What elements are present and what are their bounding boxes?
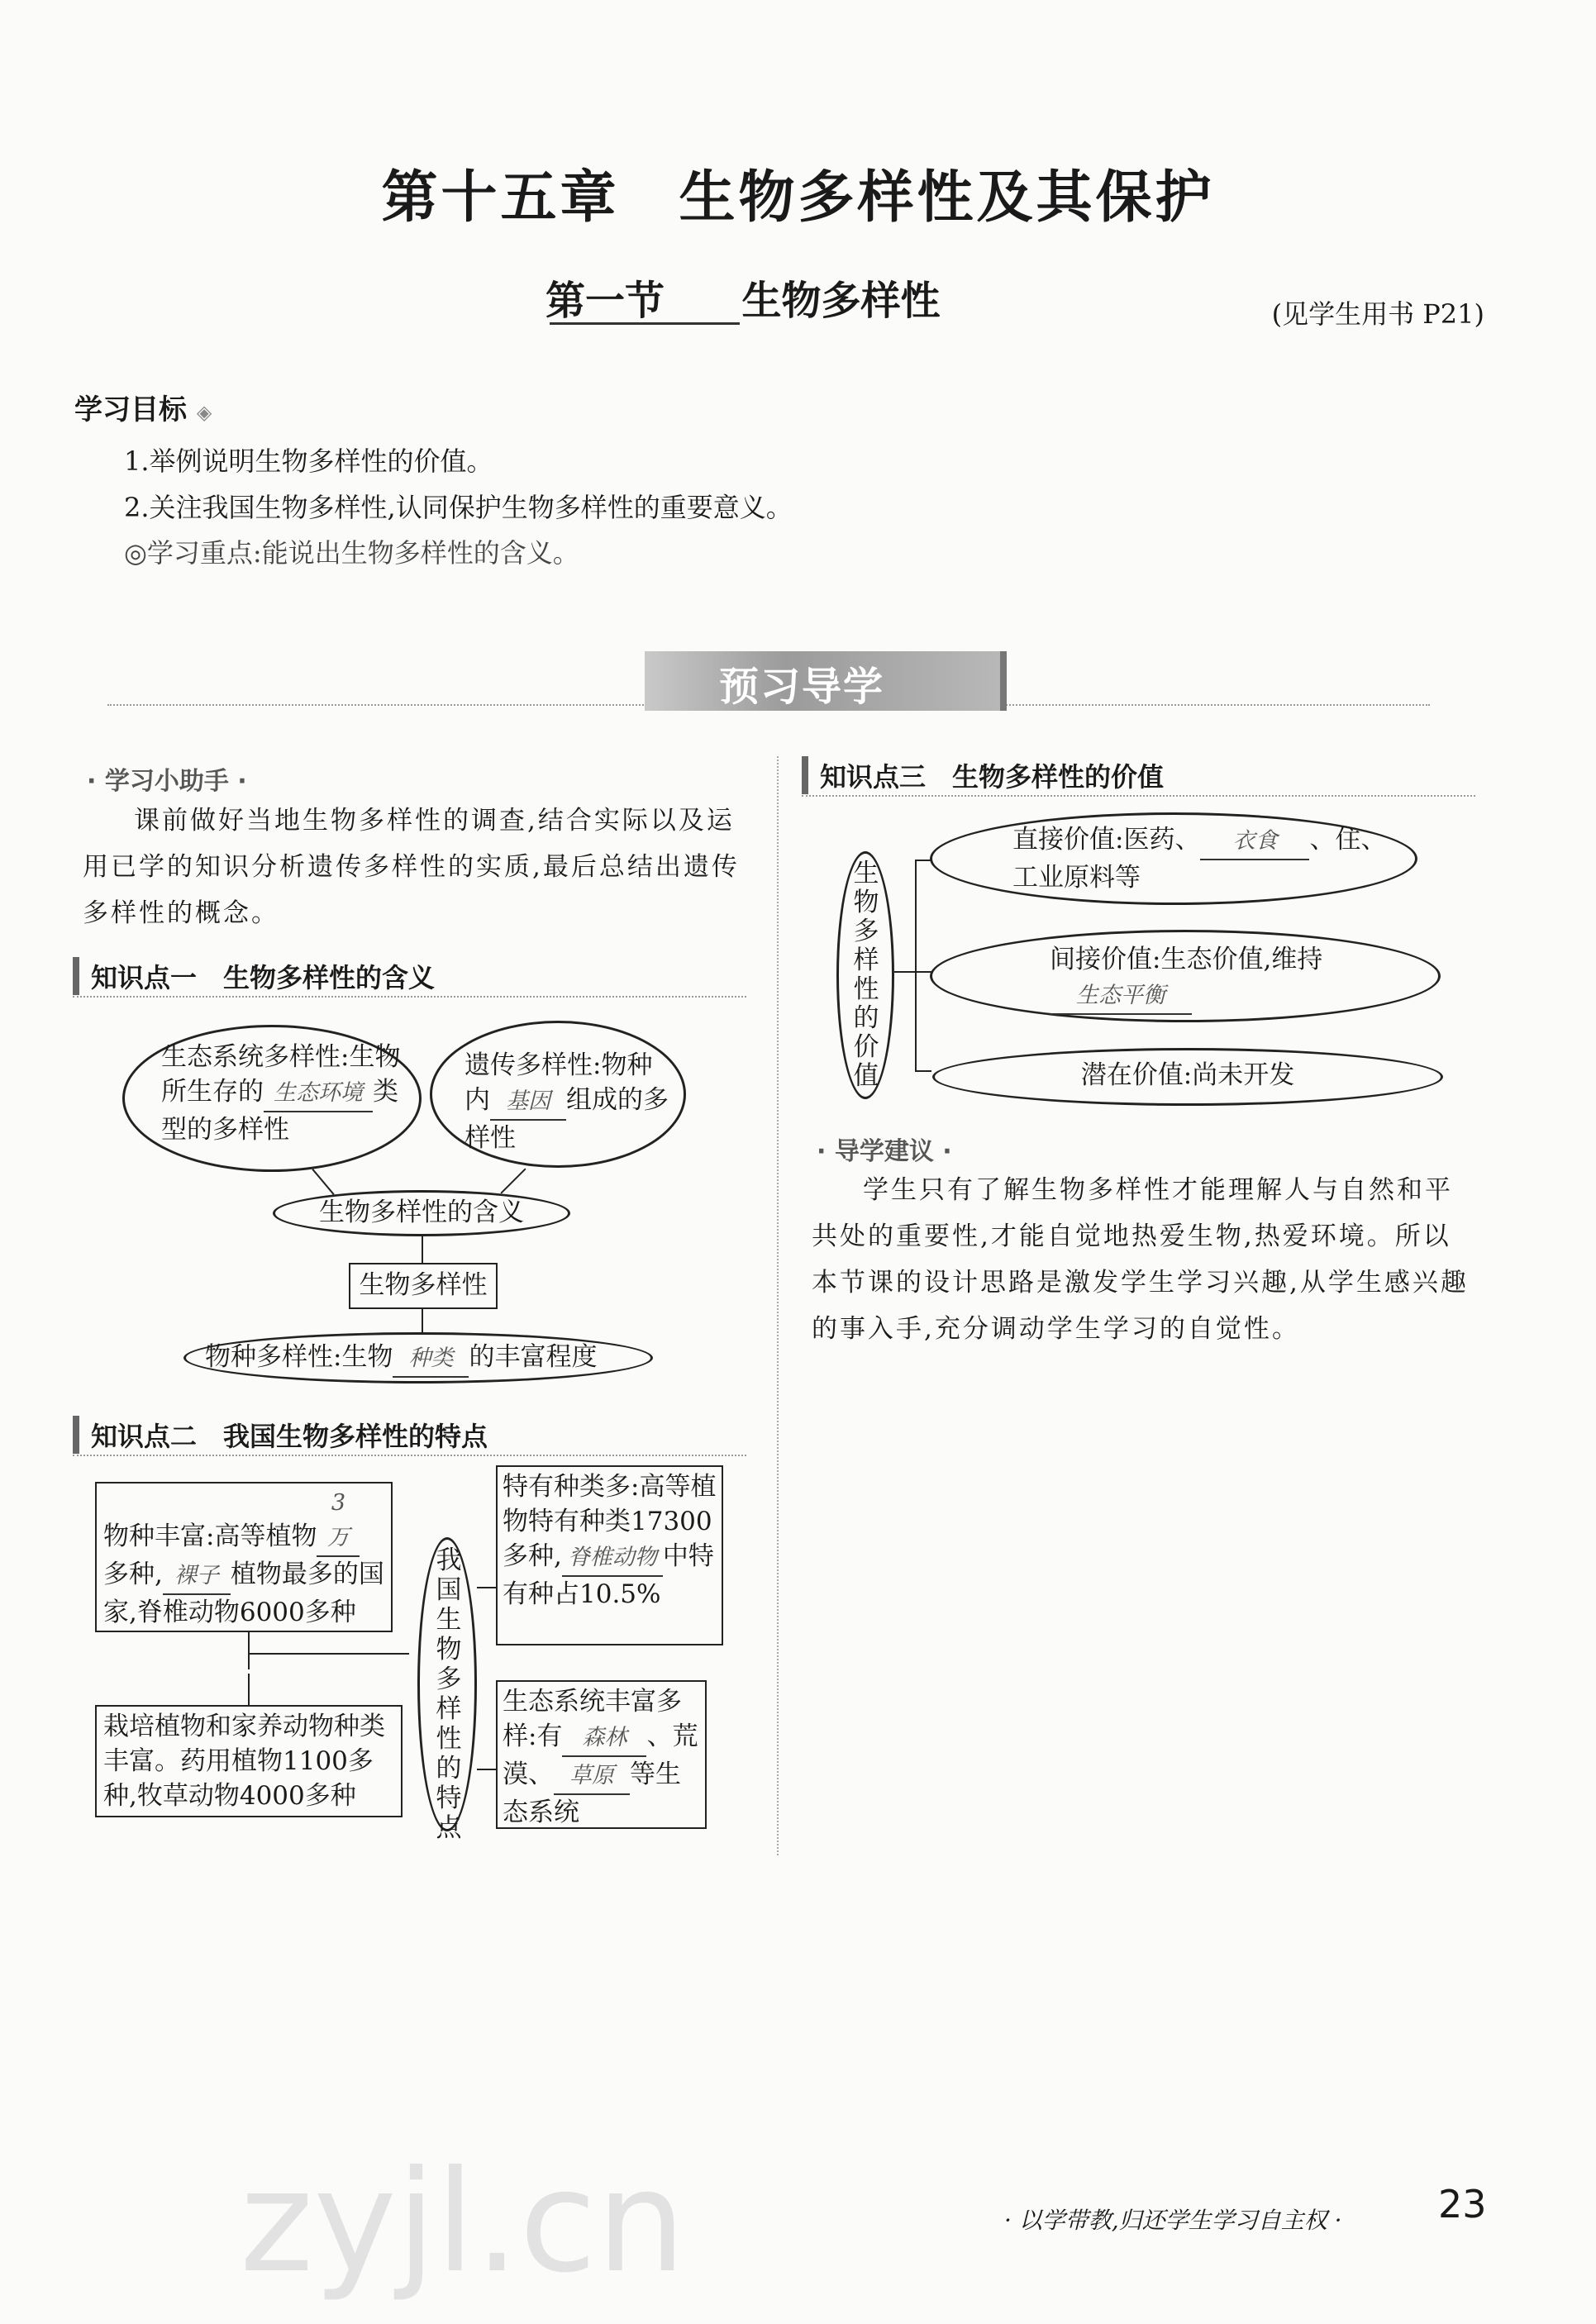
connector bbox=[477, 1769, 497, 1770]
potential-value-text: 潜在价值:尚未开发 bbox=[1080, 1060, 1295, 1090]
value-label: 生物多样性的价值 bbox=[853, 859, 879, 1091]
ecosystem-diversity-text: 生态系统多样性:生物所生存的 生态环境 类型的多样性 bbox=[161, 1042, 401, 1145]
advice-text: 学生只有了解生物多样性才能理解人与自然和平共处的重要性,才能自觉地热爱生物,热爱环境。所以本节课的设计思路是激发学生学习兴趣,从学生感兴趣的事入手,充分调动学生学习的自觉性。 bbox=[812, 1175, 1469, 1344]
cultivated-text: 栽培植物和家养动物种类丰富。药用植物1100多种,牧草动物4000多种 bbox=[103, 1712, 385, 1811]
chapter-title: 第十五章 生物多样性及其保护 bbox=[381, 164, 1215, 231]
box1-blank-2: 裸子 bbox=[163, 1559, 231, 1595]
section-name: 生物多样性 bbox=[741, 278, 941, 324]
footer-slogan: · 以学带教,归还学生学习自主权 · bbox=[1004, 2207, 1342, 2234]
meaning-label: 生物多样性的含义 bbox=[319, 1198, 524, 1227]
kp3-heading: 知识点三 生物多样性的价值 bbox=[802, 756, 1164, 794]
center-label: 生物多样性 bbox=[359, 1270, 488, 1300]
diamond-icon: ◈ bbox=[196, 400, 212, 424]
page-number: 23 bbox=[1438, 2182, 1487, 2226]
indirect-value-text: 间接价值:生态价值,维持生态平衡 bbox=[1050, 942, 1364, 1015]
column-divider bbox=[777, 756, 779, 1855]
connector bbox=[915, 860, 917, 1070]
kp2-heading: 知识点二 我国生物多样性的特点 bbox=[73, 1416, 488, 1454]
goal-item-1: 1.举例说明生物多样性的价值。 bbox=[124, 445, 493, 477]
genetic-diversity-text: 遗传多样性:物种内 基因 组成的多样性 bbox=[465, 1050, 669, 1153]
section-underline bbox=[550, 322, 740, 325]
connector bbox=[248, 1653, 409, 1655]
box1-blank-1: 3万 bbox=[317, 1486, 360, 1557]
species-rich-text: 物种丰富:高等植物3万多种, 裸子 植物最多的国家,脊椎动物6000多种 bbox=[103, 1486, 384, 1630]
connector bbox=[312, 1169, 334, 1195]
banner-title: 预习导学 bbox=[719, 664, 885, 710]
helper-tag: · 学习小助手 · bbox=[87, 767, 247, 796]
ecosystem-blank: 生态环境 bbox=[264, 1076, 373, 1112]
species-diversity-text: 物种多样性:生物 种类 的丰富程度 bbox=[205, 1340, 651, 1378]
advice-tag: · 导学建议 · bbox=[817, 1137, 952, 1166]
direct-blank: 衣食 bbox=[1200, 824, 1309, 860]
endemic-text: 特有种类多:高等植物特有种类17300多种, 脊椎动物 中特有种占10.5% bbox=[503, 1472, 717, 1609]
connector bbox=[248, 1632, 250, 1669]
goals-heading bbox=[74, 387, 212, 427]
section-number: 第一节 bbox=[545, 278, 665, 324]
box4-blank-2: 草原 bbox=[554, 1759, 630, 1795]
ecosystem-rich-text: 生态系统丰富多样:有 森林 、荒漠、 草原 等生态系统 bbox=[503, 1687, 698, 1827]
connector bbox=[422, 1236, 423, 1264]
kp3-rule bbox=[802, 795, 1475, 797]
connector bbox=[248, 1674, 250, 1705]
connector bbox=[500, 1168, 526, 1193]
goals-heading-text: 学习目标 bbox=[74, 393, 187, 426]
gene-blank: 基因 bbox=[490, 1084, 566, 1121]
box3-blank: 脊椎动物 bbox=[562, 1541, 663, 1577]
kp1-rule bbox=[73, 996, 746, 998]
indirect-blank: 生态平衡 bbox=[1050, 979, 1192, 1015]
species-blank: 种类 bbox=[393, 1341, 469, 1378]
kp1-heading: 知识点一 生物多样性的含义 bbox=[73, 957, 435, 995]
connector bbox=[915, 971, 931, 973]
goal-focus: ◎学习重点:能说出生物多样性的含义。 bbox=[124, 537, 579, 569]
connector bbox=[477, 1587, 497, 1588]
goal-item-2: 2.关注我国生物多样性,认同保护生物多样性的重要意义。 bbox=[124, 492, 793, 523]
section-reference: (见学生用书 P21) bbox=[1271, 298, 1484, 330]
direct-value-text: 直接价值:医药、 衣食 、住、工业原料等 bbox=[1012, 825, 1387, 893]
section-title bbox=[545, 269, 940, 326]
characteristics-label: 我国生物多样性的特点 bbox=[436, 1545, 462, 1843]
connector bbox=[915, 1070, 931, 1072]
box4-blank-1: 森林 bbox=[562, 1721, 646, 1757]
kp2-rule bbox=[73, 1455, 746, 1456]
watermark: zyjl.cn bbox=[240, 2141, 686, 2304]
helper-text: 课前做好当地生物多样性的调查,结合实际以及运用已学的知识分析遗传多样性的实质,最后总结出遗传多样性的概念。 bbox=[83, 806, 740, 928]
